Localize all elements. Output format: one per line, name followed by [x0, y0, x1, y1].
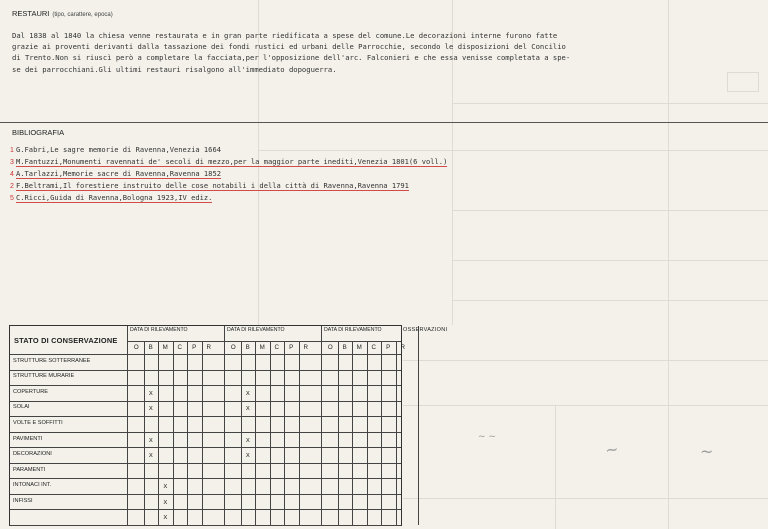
conservation-title: STATO DI CONSERVAZIONE: [14, 336, 118, 345]
ghost-rule-7: [403, 405, 768, 406]
table-vline: [284, 341, 285, 525]
ghost-rule-1: [452, 103, 768, 104]
conservation-row-label: STRUTTURE SOTTERRANEE: [13, 357, 91, 364]
bibliography-entry-text: A.Tarlazzi,Memorie sacre di Ravenna,Ravenna 1852: [16, 169, 221, 178]
condition-letter: C: [177, 344, 182, 351]
condition-letter: O: [133, 344, 139, 351]
table-hline: [10, 494, 401, 495]
bibliography-entry-number: 1: [10, 147, 14, 154]
table-hline: [10, 416, 401, 417]
bibliography-entry: [10, 181, 409, 191]
condition-mark: x: [163, 497, 168, 506]
conservation-row-label: PARAMENTI: [13, 466, 46, 473]
condition-letter: P: [386, 344, 391, 351]
date-header: DATA DI RILEVAMENTO: [227, 327, 285, 333]
condition-letter: C: [371, 344, 376, 351]
bibliography-entry-number: 4: [10, 171, 14, 178]
conservation-table: [9, 325, 405, 526]
table-vline: [158, 341, 159, 525]
condition-mark: x: [245, 435, 250, 444]
restauri-line: di Trento.Non si riuscì però a completare la facciata,per l'opposizione dell'arc. Falconieri e che essa venisse completata a spe-: [12, 53, 571, 63]
restauri-title: [12, 9, 113, 18]
condition-mark: x: [245, 404, 250, 413]
conservation-row-label: STRUTTURE MURARIE: [13, 373, 75, 380]
condition-letter: M: [162, 344, 168, 351]
condition-letter: O: [327, 344, 333, 351]
table-vline: [396, 341, 397, 525]
condition-mark: x: [148, 451, 153, 460]
table-hline: [10, 463, 401, 464]
condition-letter: O: [230, 344, 236, 351]
table-hline: [10, 432, 401, 433]
date-header: DATA DI RILEVAMENTO: [324, 327, 382, 333]
table-vline: [321, 326, 322, 525]
table-vline: [224, 326, 225, 525]
restauri-text: [12, 30, 570, 75]
table-vline: [381, 341, 382, 525]
ghost-signature-1: ~ ~: [478, 432, 496, 442]
condition-letter: B: [245, 344, 250, 351]
bibliography-entry-number: 5: [10, 195, 14, 202]
table-vline: [352, 341, 353, 525]
table-vline: [299, 341, 300, 525]
bibliography-entry-text: F.Beltrami,Il forestiere instruito delle cose notabili i della città di Ravenna,Ravenna 1791: [16, 181, 409, 190]
bibliography-entry-number: 2: [10, 183, 14, 190]
restauri-subtitle: (tipo, carattere, epoca): [52, 12, 113, 18]
condition-letter: P: [289, 344, 294, 351]
table-hline: [10, 401, 401, 402]
table-vline: [241, 341, 242, 525]
condition-mark: x: [148, 404, 153, 413]
table-hline: [10, 354, 401, 355]
bibliography-entry-text: G.Fabri,Le sagre memorie di Ravenna,Venezia 1664: [16, 145, 221, 154]
bibliography-entry: [10, 145, 221, 155]
table-vline: [144, 341, 145, 525]
conservation-row-label: DECORAZIONI: [13, 451, 52, 458]
condition-letter: B: [148, 344, 153, 351]
table-vline: [367, 341, 368, 525]
condition-mark: x: [163, 513, 168, 522]
ghost-column-lower: [555, 405, 556, 529]
table-hline: [10, 509, 401, 510]
condition-mark: x: [163, 482, 168, 491]
table-hline: [10, 525, 401, 526]
condition-mark: x: [148, 435, 153, 444]
table-vline: [127, 326, 128, 525]
osservazioni-title: OSSERVAZIONI: [403, 327, 448, 333]
ghost-rule-4: [452, 260, 768, 261]
restauri-line: se dei parrocchiani.Gli ultimi restauri risalgono all'immediato dopoguerra.: [12, 64, 337, 74]
ghost-rule-6: [403, 360, 768, 361]
bibliografia-title-text: BIBLIOGRAFIA: [12, 128, 65, 137]
bibliography-entry: [10, 193, 212, 203]
bibliography-entry-text: M.Fantuzzi,Monumenti ravennati de' secoli di mezzo,per la maggior parte inediti,Venezia 1801(6 voll.): [16, 157, 448, 166]
table-vline: [270, 341, 271, 525]
conservation-row-label: SOLAI: [13, 404, 30, 411]
conservation-row-label: VOLTE E SOFFITTI: [13, 419, 63, 426]
conservation-row-label: INFISSI: [13, 497, 33, 504]
table-hline: [10, 478, 401, 479]
conservation-row-label: INTONACI INT.: [13, 482, 52, 489]
table-vline: [418, 326, 419, 525]
table-vline: [173, 341, 174, 525]
date-header: DATA DI RILEVAMENTO: [130, 327, 188, 333]
table-vline: [338, 341, 339, 525]
ghost-column-right: [668, 0, 669, 529]
table-vline: [255, 341, 256, 525]
condition-letter: C: [274, 344, 279, 351]
ghost-box: [727, 72, 759, 92]
condition-letter: P: [192, 344, 197, 351]
conservation-row-label: PAVIMENTI: [13, 435, 43, 442]
condition-letter: R: [206, 344, 211, 351]
section-divider: [0, 122, 768, 123]
restauri-line: grazie ai proventi derivanti dalla tassazione dei fondi rustici ed urbani delle Parrocchie, secondo le disposizioni del Concilio: [12, 42, 566, 52]
condition-letter: B: [342, 344, 347, 351]
condition-letter: M: [356, 344, 362, 351]
bibliography-entry: [10, 169, 221, 179]
condition-mark: x: [245, 451, 250, 460]
table-hline: [10, 370, 401, 371]
ghost-rule-2: [258, 150, 768, 151]
condition-letter: R: [303, 344, 308, 351]
ghost-rule-3: [452, 210, 768, 211]
ghost-rule-8: [403, 498, 768, 499]
table-hline: [10, 385, 401, 386]
condition-mark: x: [148, 388, 153, 397]
table-hline: [127, 341, 401, 342]
conservation-row-label: COPERTURE: [13, 388, 49, 395]
table-hline: [10, 447, 401, 448]
bibliography-entry: [10, 157, 447, 167]
ghost-signature-3: ~: [700, 442, 714, 461]
ghost-signature-2: ~: [603, 439, 620, 460]
bibliography-entry-number: 3: [10, 159, 14, 166]
table-vline: [202, 341, 203, 525]
table-vline: [187, 341, 188, 525]
condition-mark: x: [245, 388, 250, 397]
restauri-title-text: RESTAURI: [12, 9, 50, 18]
restauri-line: Dal 1838 al 1840 la chiesa venne restaurata e in gran parte riedificata a spese del comune.Le decorazioni interne furono fatte: [12, 31, 558, 40]
bibliography-entry-text: C.Ricci,Guida di Ravenna,Bologna 1923,IV ediz.: [16, 193, 213, 202]
bibliografia-title: [12, 128, 64, 137]
condition-letter: M: [259, 344, 265, 351]
ghost-rule-5: [452, 300, 768, 301]
condition-letter: R: [400, 344, 405, 351]
